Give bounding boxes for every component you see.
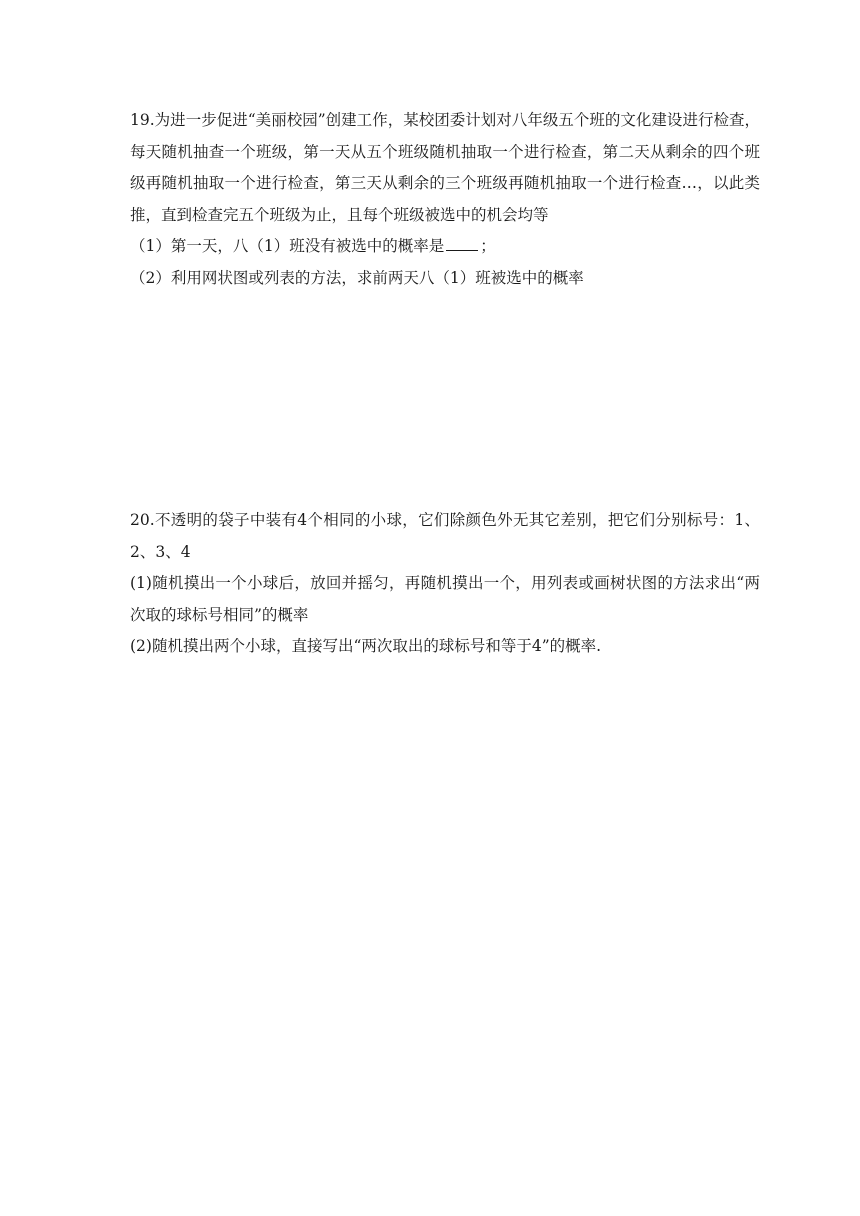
question-stem-text: 不透明的袋子中装有4个相同的小球，它们除颜色外无其它差别，把它们分别标号：1、2、3、4 (130, 511, 760, 561)
question-stem-text: 为进一步促进“美丽校园”创建工作，某校团委计划对八年级五个班的文化建设进行检查，每天随机抽查一个班级，第一天从五个班级随机抽取一个进行检查，第二天从剩余的四个班级再随机抽取一个进行检查，第三天从剩余的三个班级再随机抽取一个进行检查…，以此类推，直到检查完五个班级为止，且每个班级被选中的机会均等 (130, 111, 760, 224)
answer-blank[interactable] (446, 236, 478, 251)
part-text-end: ； (480, 237, 496, 255)
part-label: （2） (130, 268, 171, 287)
part-label: (1) (130, 574, 152, 592)
question-19-part-2 (130, 263, 760, 295)
part-text: 第一天，八（1）班没有被选中的概率是 (170, 237, 445, 255)
question-number: 19. (130, 111, 155, 129)
part-text: 随机摸出一个小球后，放回并摇匀，再随机摸出一个，用列表或画树状图的方法求出“两次取的球标号相同”的概率 (130, 574, 760, 624)
part-text: 利用网状图或列表的方法，求前两天八（1）班被选中的概率 (170, 268, 584, 287)
question-20-stem (130, 505, 760, 568)
part-label: （1） (130, 237, 171, 255)
question-20-part-2 (130, 631, 760, 663)
question-20-part-1 (130, 568, 760, 631)
part-text: 随机摸出两个小球，直接写出“两次取出的球标号和等于4”的概率. (151, 637, 602, 655)
part-label: (2) (130, 637, 152, 655)
question-number: 20. (130, 511, 155, 529)
question-19 (130, 105, 760, 294)
question-20 (130, 505, 760, 663)
question-19-part-1 (130, 231, 760, 263)
question-19-stem (130, 105, 760, 231)
